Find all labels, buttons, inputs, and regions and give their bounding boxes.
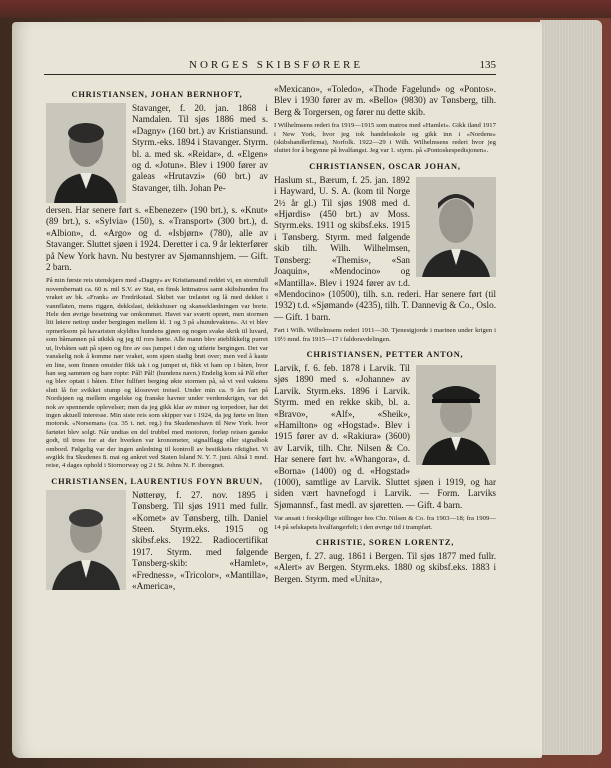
entry-body-continued: «Mexicano», «Toledo», «Thode Fagelund» og «Pontos». Blev i 1930 fører av m. «Bello» (9830) av Tønsberg, tilh. Berg & Torgersen, og fører nu dette skib. xyxy=(274,84,496,117)
portrait-oscar-icon xyxy=(416,177,496,277)
right-column xyxy=(274,84,496,585)
running-header xyxy=(44,58,496,75)
portrait-johan-icon xyxy=(46,103,126,203)
entry-heading: CHRISTIANSEN, PETTER ANTON, xyxy=(306,349,464,359)
entry-body-continued: dersen. Har senere ført s. «Ebenezer» (190 brt.), s. «Knut» (89 brt.), s. «Sylvia» (150), s. «Transport» (300 brt.), d. «Albion», d. «Argo» og d. «Isbjørn» (780), alle av Stavanger. Sluttet sjøen i 1924. Deretter i ca. 9 år lekterfører på New York havn. Nu bestyrer av Sjømannshjem. — Gift. 2 barn. xyxy=(46,205,268,273)
entry-heading: CHRISTIANSEN, LAURENTIUS FOYN BRUUN, xyxy=(51,476,263,486)
entry-heading: CHRISTIANSEN, JOHAN BERNHOFT, xyxy=(71,90,243,99)
entry-note: I Wilhelmsens rederi fra 1919—1915 som matros med «Hamlet». Gikk iland 1917 i New York, hvor jeg tok handelsskole og gikk inn i «Nordens» (skibshandlerfirma), Norfolk. 1922—29 i Wilh. Wilhelmsens rederi hvor jeg sluttet for å begynne på hvalfangst. Jeg var 1. styrm. på «Pontoskespedisjonen». xyxy=(274,122,496,155)
entry-note: På min første reis utenskjærs med «Dagny» av Kristiansund reddet vi, en stormfull novembernatt ca. 60 n. mil S.V. av Stat, en finsk lettmatros samt skibshunden fra vraket av bk. «Frank» av Fredrikstad. Skibet var trelastet og lå med dekket i vannflaten, mens riggen, dekkslast, dekkshuser og skanseklædningen var borte. Hele den øvrige besetning var omkommet. Havet var sværtt oprørt, men stormen litt løiere nettop under bergingen mellem kl. 1 og 3 på «hundevakten». At vi blev opmerksom på havaristen skyldtes hundens gjøen og nogen svake skrik til luvard, som båmannen på utkikk og jeg til rors hørte. Alle mann blev øieblikkelig purret ut, livbåten satt på sjøen og fire av oss jumpet i den og utførte bergingen. Det var vanskelig nok å komme nær vraket, som sjøen stadig brøt over; men ved å kaste en line, som finnen omsider fikk tak i og jumpet ut, fikk vi ham op i båten, hvor han seg sammen og bare ropte: Pål! Pål! (hundens navn.) Endelig kom så Pål efter og blev optatt i båten. Efter fullført berging økte stormen på, så vi ved vaktens slutt lå for svikket stump og klosrevet treisel. Under min ca. 9 års fart på Nordsjøen og mellem engelske og franske havner under verdenskrigen, var det nok av spennende oplevelser; men da jeg gikk klar av miner og torpedoer, har det ingen aktuell interesse. Min siste reis som skipper var i 1924, da jeg førte en liten motorsk. «Norseman» (ca. 35 t. net. reg.) fra Skudeneshavn til New York. hvor fartøiet blev solgt. Når undtas en del trubbel med motoren, forløp reisen ganske godt, til tross for at der hverken var kronometer, signalflagg eller signalbok ombord. Følgelig var der ingen anledning til kontroll av bestikkets riktighet. Vi avgikk fra Skudenes 8. mai og ankret ved Staten Island N. Y. 7. juni. Altså 1 mnd. reise, 4 dages ophold i Stornorway og 2 i St. Johns N. F. iberegnet. xyxy=(46,277,268,470)
entry-body: Stavanger, f. 20. jan. 1868 i Namdalen. Til sjøs 1886 med s. «Dagny» (160 brt.) av Kristiansund. Styrm.-eks. 1894 i Stavanger. Styrm. bl. a. med sk. «Reidar», d. «Elgen» og d. «Jotun». Blev i 1900 fører av galeas «Hrutavzi» (60 brt.) av Stavanger, tilh. Johan Pe- xyxy=(132,103,268,193)
portrait-laurentius-icon xyxy=(46,490,126,590)
header-title: NORGES SKIBSFØRERE xyxy=(189,59,364,71)
page-number: 135 xyxy=(479,59,496,71)
entry-note: Var ansatt i forskjellige stillinger hos Chr. Nilsen & Co. fra 1903—18; fra 1909—14 på selskapets hvalfangerfelt; i den øvrige tid i trampfart. xyxy=(274,515,496,531)
entry-heading: CHRISTIE, SOREN LORENTZ, xyxy=(315,538,455,548)
entry-body: Nøtterøy, f. 27. nov. 1895 i Tønsberg. Til sjøs 1911 med fullr. «Komet» av Tønsberg, tilh. Daniel Steen. Styrm.eks. 1915 og skibsf.eks. 1922. Radiocertifikat 1917. Styrm. med følgende Tønsberg-skib: «Hamlet», «Fredness», «Tricolor», «Mantilla», «America», xyxy=(132,489,268,592)
portrait-petter-icon xyxy=(416,365,496,465)
portrait-photo-johan xyxy=(46,103,126,203)
portrait-photo-petter xyxy=(416,365,496,465)
entry-note: Fart i Wilh. Wilhelmsens rederi 1911—30. Tjenestgjorde i marinen under krigen i 19½ mnd. fra 1915—17 i faldoravdelingen. xyxy=(274,327,496,343)
portrait-photo-oscar xyxy=(416,177,496,277)
entry-heading: CHRISTIANSEN, OSCAR JOHAN, xyxy=(309,161,461,171)
page-edges xyxy=(540,20,602,755)
book-cover-edge xyxy=(0,0,611,18)
entry-body: Larvik, f. 6. feb. 1878 i Larvik. Til sjøs 1890 med s. «Johanne» av Larvik. Styrm.eks. 1896 i Larvik. Styrm. med en rekke skib, bl. a. «Bravo», «Alf», «Sheik», «Hamilton» og «Hogstad». Blev i 1915 fører av d. «Rakiura» (3600) av Larvik, tilh. Chr. Nilsen & Co. Har senere ført hv. «Whangora», d. «Borna» (1400) og d. «Hogstad» (1000), samtlige av Larvik. Sluttet sjøen i 1919, og har siden vært havnefogd i Larvik. — Form. Larviks Sjømannsf., fast medl. av sjøretten. — Gift. 4 barn. xyxy=(274,362,496,510)
entry-body: Bergen, f. 27. aug. 1861 i Bergen. Til sjøs 1877 med fullr. «Alert» av Bergen. Styrm.eks. 1880 og skibsf.eks. 1883 i Bergen. Styrm. med «Unita», xyxy=(274,551,496,584)
portrait-photo-laurentius xyxy=(46,490,126,590)
left-column xyxy=(46,84,268,592)
book-page xyxy=(12,22,542,758)
entry-body: Haslum st., Bærum, f. 25. jan. 1892 i Hayward, U. S. A. (kom til Norge 2½ år gl.) Til sjøs 1908 med d. «Hjørdis» (450 brt.) av Moss. Styrm.eks. 1911 og skibsf.eks. 1915 i Tønsberg. Styrm. med følgende skib tilh. Wilh. Wilhelmsen, Tønsberg: «Themis», «San Joaquin», «Mendocino» og «Mantilla». Blev i 1924 fører av t.d. «Mendocino» (10500), tilh. s.n. rederi. Har senere ført (til 1932) t.d. «Sjømand» (4235), tilh. T. Dannevig & Co., Oslo. — Gift. 1 barn. xyxy=(274,174,496,322)
